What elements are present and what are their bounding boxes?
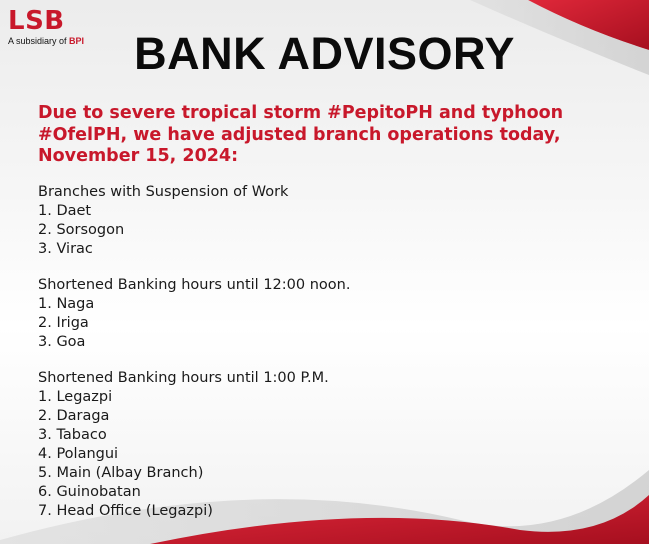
list-item: 7. Head Office (Legazpi) [38, 503, 213, 519]
branch-list [38, 202, 538, 259]
list-item: 6. Guinobatan [38, 484, 141, 500]
list-item: 1. Legazpi [38, 389, 113, 405]
list-item: 3. Goa [38, 334, 86, 350]
list-item: 2. Sorsogon [38, 222, 125, 238]
section-heading: Shortened Banking hours until 12:00 noon. [38, 277, 351, 293]
list-item: 2. Daraga [38, 408, 110, 424]
section-heading: Branches with Suspension of Work [38, 184, 289, 200]
list-item: 3. Tabaco [38, 427, 107, 443]
list-item: 1. Naga [38, 296, 95, 312]
advisory-intro: Due to severe tropical storm #PepitoPH and typhoon #OfelPH, we have adjusted branch operations today, November 15, 2024: [38, 103, 564, 166]
logo-tagline-prefix: A subsidiary of [8, 36, 70, 46]
section-suspension [38, 183, 538, 259]
section-shortened-noon [38, 276, 538, 352]
section-heading: Shortened Banking hours until 1:00 P.M. [38, 370, 329, 386]
logo-tagline-brand: BPI [69, 36, 85, 46]
logo-mark: LSB [8, 6, 65, 36]
list-item: 3. Virac [38, 241, 93, 257]
section-shortened-1pm [38, 369, 538, 521]
list-item: 1. Daet [38, 203, 92, 219]
list-item: 5. Main (Albay Branch) [38, 465, 204, 481]
page-title: BANK ADVISORY [134, 28, 515, 79]
list-item: 4. Polangui [38, 446, 119, 462]
branch-list [38, 295, 538, 352]
branch-list [38, 388, 538, 521]
list-item: 2. Iriga [38, 315, 89, 331]
